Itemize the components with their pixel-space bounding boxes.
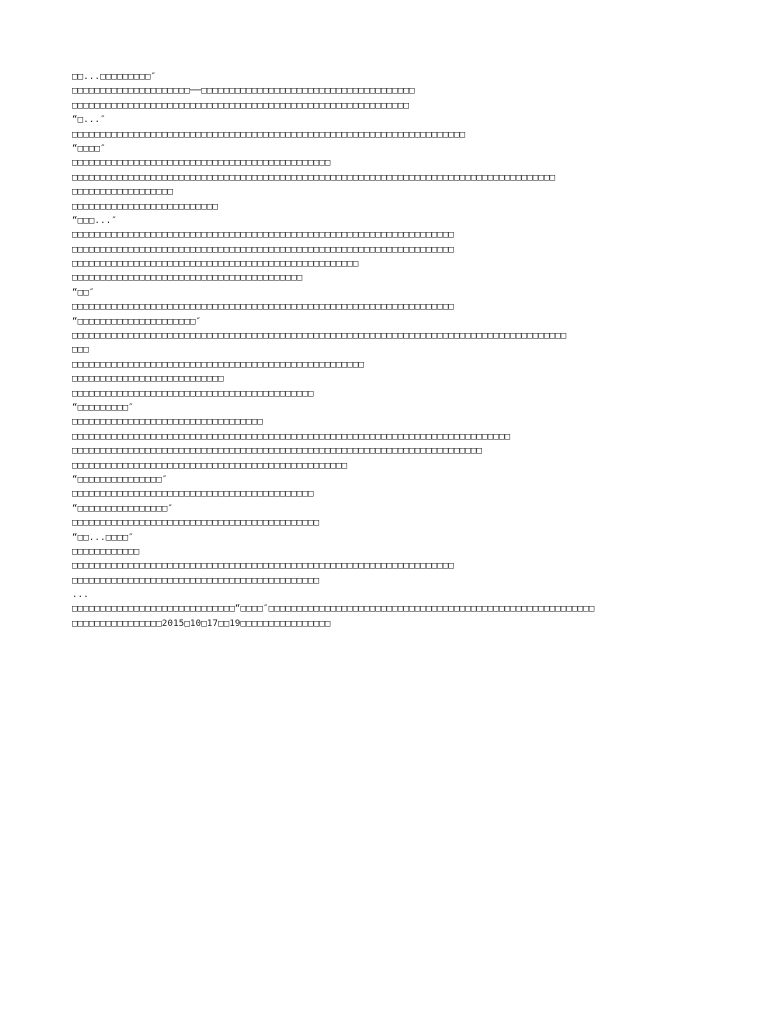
text-line: □□□□□□□□□□□□□□□□□□□□□□□□□□□□□□□□□□□□□□□□□□□□□□□□□□□□□□□□□□□□ bbox=[72, 100, 410, 111]
dialogue-line: “□□□...″ bbox=[72, 215, 117, 226]
text-line: □□□□□□□□□□□□□□□□□□□□□□□□□□□□□□□□□□□□□□□□□□□□□□□□□□□□□□□□□□□□□□□□□□□□ bbox=[72, 302, 455, 313]
text-line: □□□□□□□□□□□□□□□□□□□□□□□□□□□□□□□□□□□□□□□□□□□□□□□□□□□□□□□□□□□□□□□□□□□□□□□□□□□□□□□□□□□□□□□□ bbox=[72, 331, 567, 342]
dialogue-line: “□□...□□□□″ bbox=[72, 532, 134, 543]
text-line: □□□□□□□□□□□□□□□□□□□□□□□□□□□□□□□□□□□□□□□□□□□□□□□□□ bbox=[72, 460, 348, 471]
text-line: □□□□□□□□□□□□□□□□□□□□□□□□□□□□□□□□□□ bbox=[72, 417, 264, 428]
text-line: □□□□□□□□□□□□□□□□□□ bbox=[72, 187, 174, 198]
text-line: □□□□□□□□□□□□□□□□□□□□□□□□□□□□□□□□□□□□□□□□□ bbox=[72, 273, 303, 284]
text-line: □□□□□□□□□□□□□□□□□□□□□──□□□□□□□□□□□□□□□□□□□□□□□□□□□□□□□□□□□□□□ bbox=[72, 86, 415, 97]
text-line: □□□□□□□□□□□□□□□□□□□□□□□□□□□□□□□□□□□□□□□□□□□□□□□□□□□□□□□□□□□□□□□□□□□□□□□□□□□□□□ bbox=[72, 431, 511, 442]
dialogue-line: “□□□□□□□□□″ bbox=[72, 402, 134, 413]
dialogue-line: “□...″ bbox=[72, 115, 106, 126]
dialogue-line: “□□□□□□□□□□□□□□□□□□□□□″ bbox=[72, 316, 202, 327]
text-line: □□□□□□□□□□□□□□□□□□□□□□□□□□□□□□□□□□□□□□□□□□□□□□□□□□□□□□□□□□□□□□□□□□□□ bbox=[72, 244, 455, 255]
text-line: □□□□□□□□□□□□ bbox=[72, 546, 140, 557]
text-line: □□□□□□□□□□□□□□□□□□□□□□□□□□□□□□□□□□□□□□□□□□□□□□□□□□□□□□□□□□□□□□□□□□□□□□□□□ bbox=[72, 446, 483, 457]
text-line: □□□□□□□□□□□□□□□□□□□□□□□□□□□□□□□□□□□□□□□□□□□ bbox=[72, 489, 314, 500]
text-line: □□□□□□□□□□□□□□□□□□□□□□□□□□□□□□□□□□□□□□□□□□□□ bbox=[72, 518, 320, 529]
dialogue-line: “□□□□□□□□□□□□□□□□″ bbox=[72, 503, 174, 514]
text-line: □□□□□□□□□□□□□□□□□□□□□□□□□□□□□□□□□□□□□□□□□□□□ bbox=[72, 575, 320, 586]
text-line: □□□□□□□□□□□□□□□□□□□□□□□□□□□□□□□□□□□□□□□□□□□□□□□□□□□□ bbox=[72, 359, 365, 370]
dialogue-line: “□□□□□□□□□□□□□□□″ bbox=[72, 474, 168, 485]
text-line: □□□□□□□□□□□□□□□□□□□□□□□□□□□ bbox=[72, 374, 224, 385]
date-line: □□□□□□□□□□□□□□□□2015□10□17□□19□□□□□□□□□□□□□□□□ bbox=[72, 618, 331, 629]
text-line: □□□□□□□□□□□□□□□□□□□□□□□□□□□□□□□□□□□□□□□□□□□ bbox=[72, 388, 314, 399]
dialogue-line: “□□″ bbox=[72, 287, 95, 298]
text-line: □□□□□□□□□□□□□□□□□□□□□□□□□□□□□□□□□□□□□□□□□□□□□□□□□□□□□□□□□□□□□□□□□□□□□□ bbox=[72, 129, 466, 140]
text-line: □□...□□□□□□□□□″ bbox=[72, 72, 157, 82]
text-line: □□□□□□□□□□□□□□□□□□□□□□□□□□□□□□□□□□□□□□□□□□□□□□□□□□□□□□□□□□□□□□□□□□□□ bbox=[72, 230, 455, 241]
dialogue-line: “□□□□″ bbox=[72, 143, 106, 154]
text-line: □□□□□□□□□□□□□□□□□□□□□□□□□□□□□“□□□□″□□□□□□□□□□□□□□□□□□□□□□□□□□□□□□□□□□□□□□□□□□□□□□□□□□□□□□□□□□ bbox=[72, 604, 595, 615]
text-line: □□□ bbox=[72, 345, 89, 356]
text-line: □□□□□□□□□□□□□□□□□□□□□□□□□□□□□□□□□□□□□□□□□□□□□□□□□□□ bbox=[72, 259, 359, 270]
ellipsis-line: ... bbox=[72, 590, 89, 601]
document-body bbox=[72, 70, 712, 631]
text-line: □□□□□□□□□□□□□□□□□□□□□□□□□□ bbox=[72, 201, 219, 212]
text-line: □□□□□□□□□□□□□□□□□□□□□□□□□□□□□□□□□□□□□□□□□□□□□□□□□□□□□□□□□□□□□□□□□□□□ bbox=[72, 561, 455, 572]
text-line: □□□□□□□□□□□□□□□□□□□□□□□□□□□□□□□□□□□□□□□□□□□□□□ bbox=[72, 158, 331, 169]
text-line: □□□□□□□□□□□□□□□□□□□□□□□□□□□□□□□□□□□□□□□□□□□□□□□□□□□□□□□□□□□□□□□□□□□□□□□□□□□□□□□□□□□□□□ bbox=[72, 172, 556, 183]
